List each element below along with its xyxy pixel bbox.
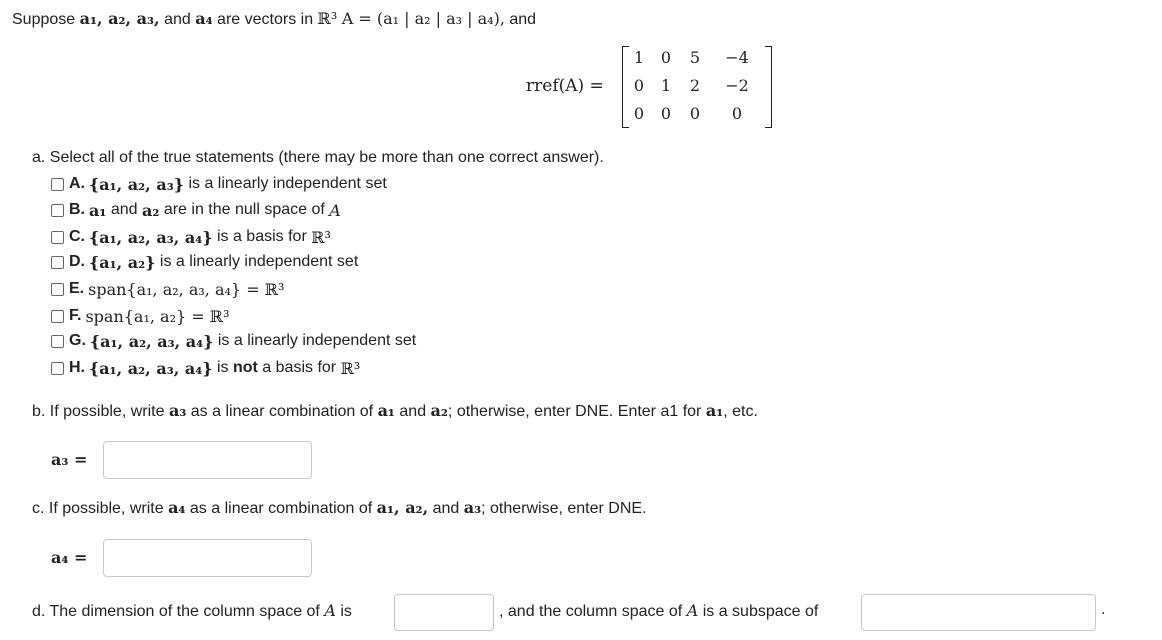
rref-matrix [622, 44, 772, 128]
matrix-cell: 0 [660, 104, 672, 123]
option-h-checkbox[interactable] [51, 362, 64, 375]
intro-vectors: a₁, a₂, a₃, [79, 9, 160, 28]
matrix-right-bracket [765, 46, 772, 128]
matrix-cell: 5 [689, 48, 701, 67]
matrix-cell: 1 [633, 48, 645, 67]
intro-text-3: and [509, 11, 537, 28]
option-f-checkbox[interactable] [51, 310, 64, 323]
matrix-cell: 0 [660, 48, 672, 67]
part-d-prompt-1: d. The dimension of the column space of A is [32, 601, 352, 620]
intro-a-definition: A = (a₁ | a₂ | a₃ | a₄), [341, 9, 505, 28]
option-e-checkbox[interactable] [51, 283, 64, 296]
option-h[interactable]: H. {a₁, a₂, a₃, a₄} is not a basis for ℝ³ [51, 357, 360, 379]
intro-text-2: are vectors in [217, 11, 314, 28]
matrix-cell: 0 [633, 104, 645, 123]
subspace-input[interactable] [861, 594, 1096, 631]
a3-label: a₃ = [51, 450, 88, 469]
option-c[interactable]: C. {a₁, a₂, a₃, a₄} is a basis for ℝ³ [51, 226, 331, 248]
part-a-prompt: a. Select all of the true statements (there may be more than one correct answer). [32, 149, 604, 166]
matrix-cell: −2 [725, 76, 749, 95]
option-d[interactable]: D. {a₁, a₂} is a linearly independent set [51, 251, 358, 273]
part-d-period: . [1101, 601, 1106, 618]
intro-line [12, 9, 536, 29]
matrix-cell: 1 [660, 76, 672, 95]
part-b-prompt: b. If possible, write a₃ as a linear combination of a₁ and a₂; otherwise, enter DNE. Enter a1 for a₁, etc. [32, 401, 758, 420]
part-d-prompt-2: , and the column space of A is a subspace of [499, 601, 819, 620]
intro-a4: a₄ [195, 9, 213, 28]
option-f[interactable]: F. span{a₁, a₂} = ℝ³ [51, 305, 229, 327]
matrix-cell: 0 [731, 104, 743, 123]
a3-answer-input[interactable] [103, 441, 312, 479]
a4-answer-input[interactable] [103, 539, 312, 577]
option-b-checkbox[interactable] [51, 204, 64, 217]
option-b[interactable]: B. a₁ and a₂ are in the null space of A [51, 199, 341, 221]
dimension-input[interactable] [394, 594, 494, 631]
option-d-checkbox[interactable] [51, 256, 64, 269]
intro-and: and [164, 11, 191, 28]
rref-label: rref(A) = [526, 76, 604, 96]
option-a-checkbox[interactable] [51, 178, 64, 191]
option-e[interactable]: E. span{a₁, a₂, a₃, a₄} = ℝ³ [51, 278, 284, 300]
option-a[interactable]: A. {a₁, a₂, a₃} is a linearly independent set [51, 173, 387, 195]
matrix-cell: 0 [633, 76, 645, 95]
option-c-checkbox[interactable] [51, 231, 64, 244]
matrix-cell: 2 [689, 76, 701, 95]
part-c-prompt: c. If possible, write a₄ as a linear combination of a₁, a₂, and a₃; otherwise, enter DNE. [32, 498, 647, 517]
option-g[interactable]: G. {a₁, a₂, a₃, a₄} is a linearly independent set [51, 330, 416, 352]
option-g-checkbox[interactable] [51, 335, 64, 348]
matrix-cell: −4 [725, 48, 749, 67]
a4-label: a₄ = [51, 548, 88, 567]
matrix-cell: 0 [689, 104, 701, 123]
intro-text-1: Suppose [12, 11, 76, 28]
intro-space: ℝ³ [317, 9, 338, 28]
